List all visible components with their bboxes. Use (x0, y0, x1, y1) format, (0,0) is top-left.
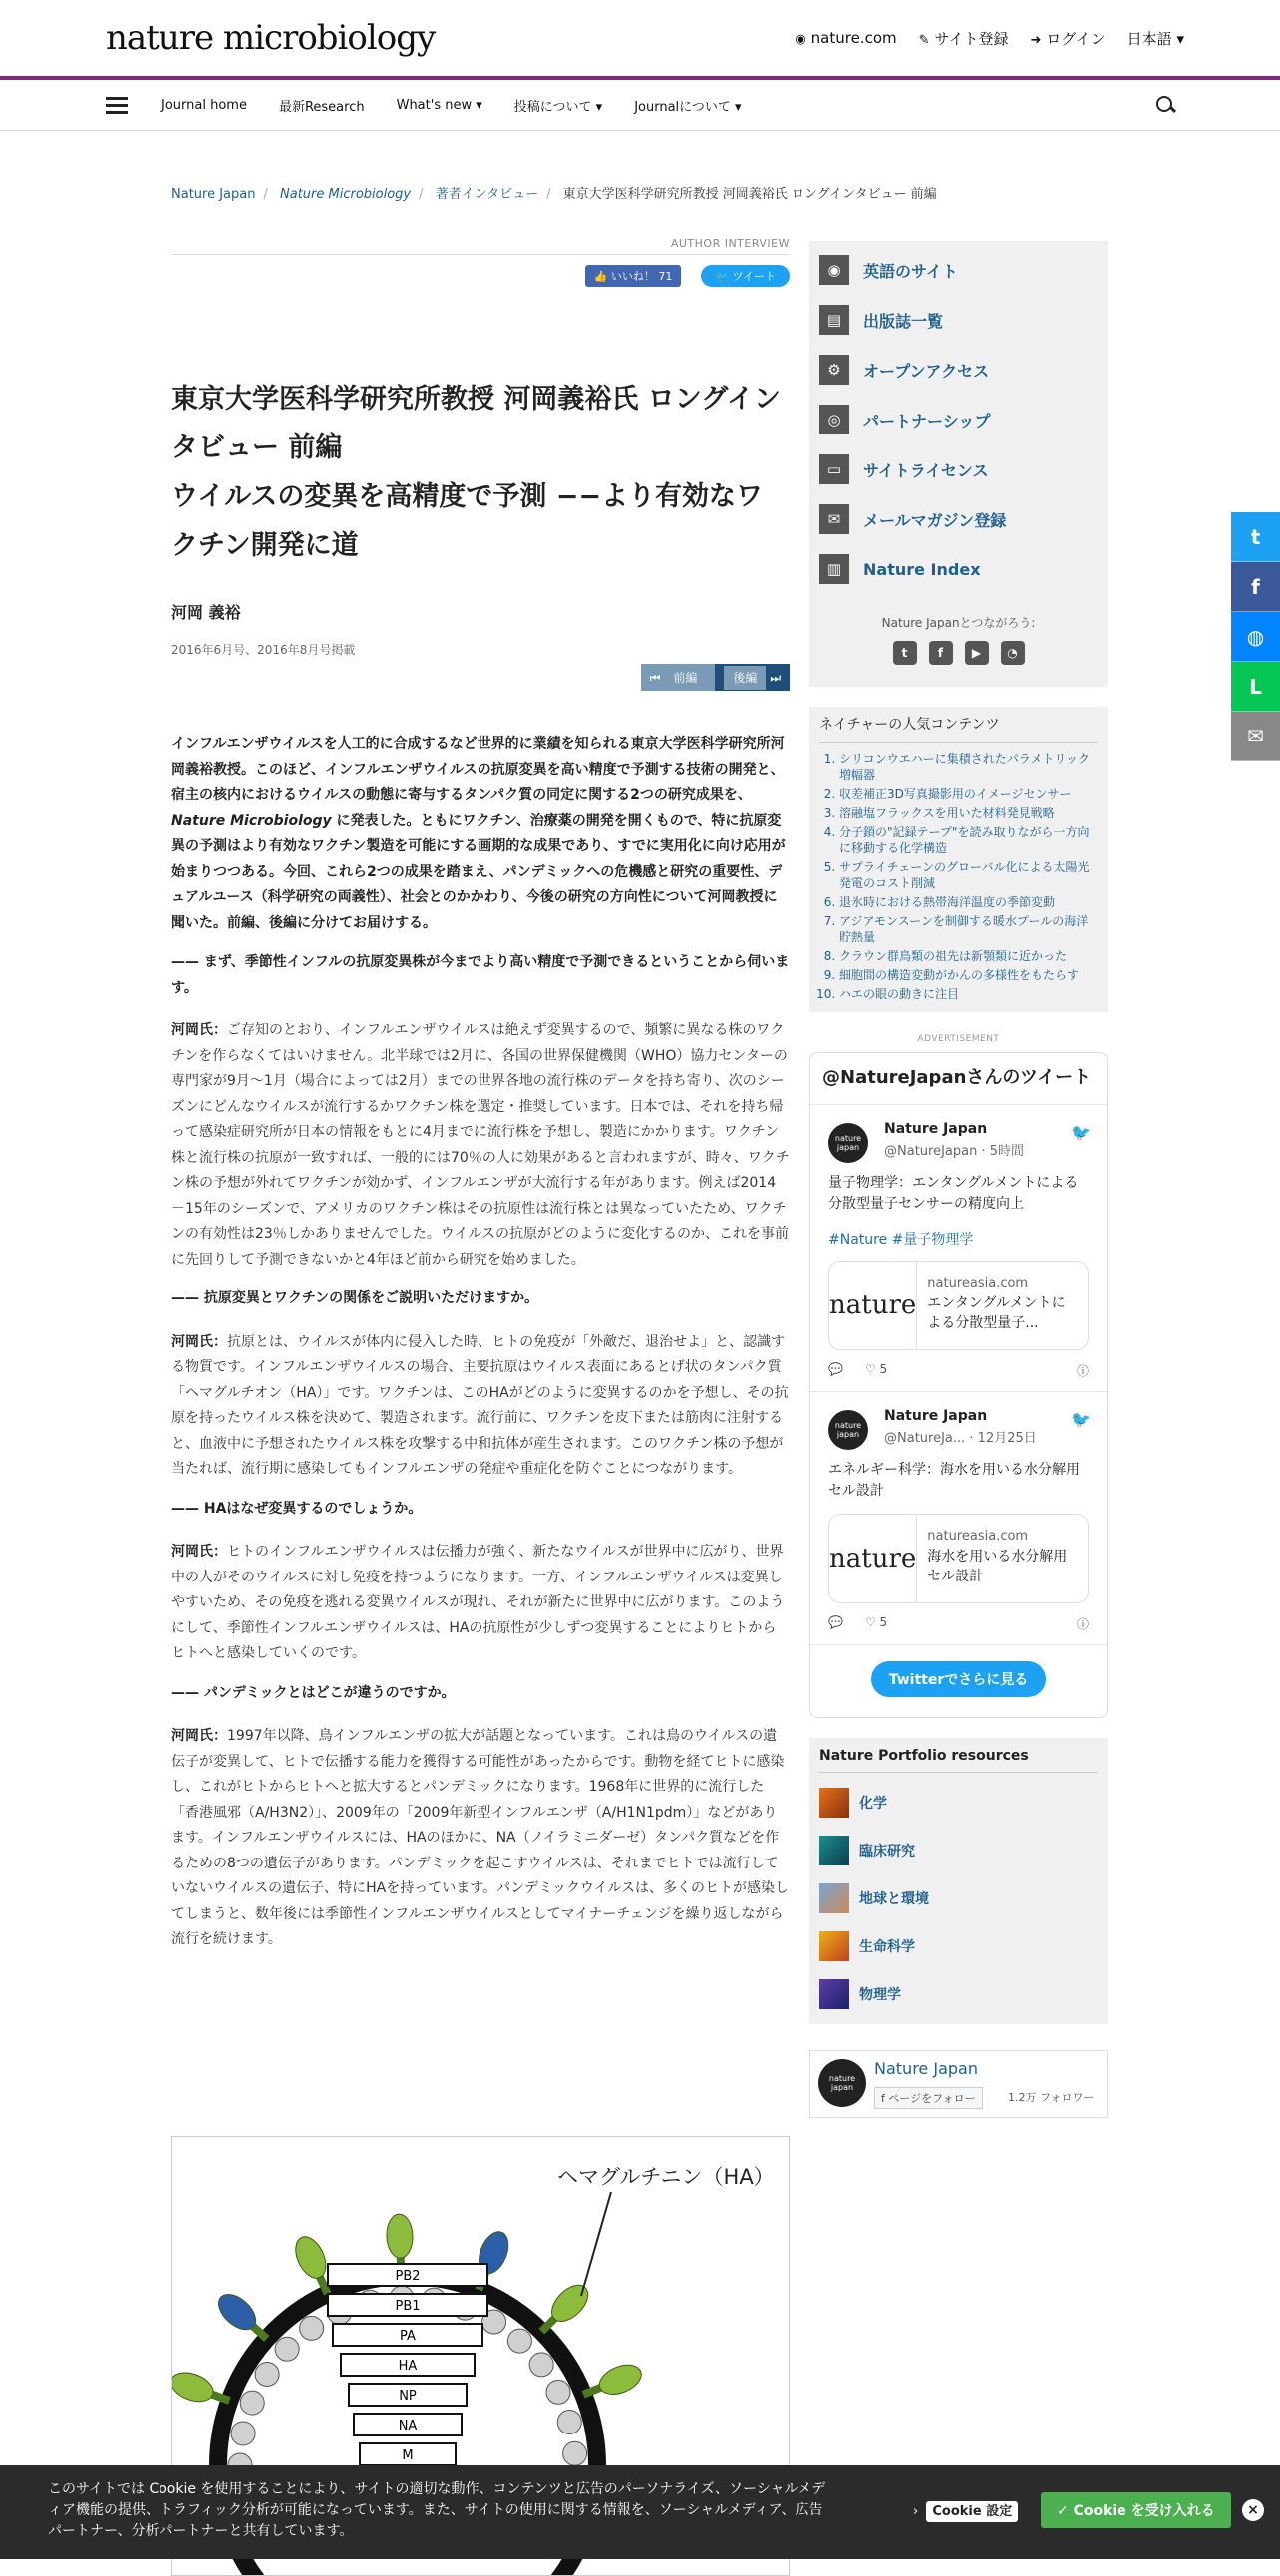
sidebar-link-newsletter[interactable]: ✉ メールマガジン登録 (809, 494, 1108, 544)
sidebar-link-open-access[interactable]: ⚙ オープンアクセス (809, 345, 1108, 395)
publication-date: 2016年6月号、2016年8月号掲載 (171, 643, 356, 657)
card-text: エンタングルメントによる分散型量子... (927, 1295, 1066, 1331)
membrane-bead (546, 2380, 570, 2404)
tweet-actions (828, 1362, 1089, 1379)
sidebar-link-nature-index[interactable]: ▥ Nature Index (809, 544, 1108, 594)
ha-spike-head (172, 2368, 217, 2407)
facebook-like-button[interactable]: 👍 いいね！ 71 (585, 265, 682, 287)
nature-portfolio-resources (809, 1738, 1108, 2024)
accept-cookies-button[interactable]: ✓ Cookie を受け入れる (1041, 2492, 1231, 2528)
edit-icon: ✎ (918, 32, 930, 48)
twitter-bird-icon: 🐦 (1071, 1123, 1091, 1142)
close-icon[interactable]: × (1242, 2499, 1264, 2521)
membrane-bead (240, 2391, 264, 2415)
ha-spike-head (290, 2232, 332, 2283)
share-facebook-icon[interactable]: f (1231, 562, 1280, 612)
genome-segment-label: M (402, 2448, 414, 2463)
article-title: 東京大学医科学研究所教授 河岡義裕氏 ロングインタビュー 前編 ウイルスの変異を高精度で予測 −−より有効なワクチン開発に道 (171, 384, 781, 561)
share-twitter-icon[interactable]: t (1231, 512, 1280, 562)
life-science-thumbnail (819, 1931, 849, 1961)
like-button[interactable]: ♡ 5 (864, 1362, 888, 1376)
nav-journal-home[interactable]: Journal home (161, 97, 247, 113)
facebook-page-name[interactable]: Nature Japan (874, 2059, 978, 2078)
mail-icon: ✉ (819, 504, 849, 534)
article (171, 237, 790, 1967)
nature-com-link[interactable]: ◉ nature.com (795, 29, 897, 47)
journal-logo[interactable]: nature microbiology (106, 18, 436, 58)
globe-icon: ◉ (819, 255, 849, 285)
follower-count: 1.2万 フォロワー (1008, 2091, 1095, 2104)
label-pointer-line (581, 2192, 611, 2296)
avatar: nature japan (818, 2059, 866, 2107)
journal-name: Nature Microbiology (171, 812, 332, 829)
membrane-bead (529, 2353, 553, 2377)
npr-earth[interactable]: 地球と環境 (819, 1874, 1098, 1922)
article-type-tag: AUTHOR INTERVIEW (171, 237, 790, 255)
tweet-author[interactable]: Nature Japan (884, 1121, 988, 1137)
follow-page-button[interactable]: f ページをフォロー (874, 2087, 983, 2109)
nature-logo: nature (829, 1515, 917, 1602)
twitter-bird-icon: 🐦 (1071, 1410, 1091, 1429)
earth-thumbnail (819, 1883, 849, 1913)
card-text: 海水を用いる水分解用セル設計 (927, 1549, 1068, 1584)
social-buttons (171, 265, 790, 287)
genome-segments (328, 2264, 487, 2465)
cookie-banner (0, 2465, 1280, 2559)
tweet-link-card[interactable] (828, 1261, 1089, 1350)
info-icon[interactable]: ⓘ (1076, 1617, 1089, 1631)
prev-part-button[interactable]: ⏮ 前編 (641, 664, 716, 691)
article-author: 河岡 義裕 (171, 603, 241, 622)
cookie-settings-button[interactable]: › Cookie 設定 (913, 2500, 1018, 2519)
share-line-icon[interactable]: L (1231, 662, 1280, 712)
answer-2: 河岡氏：抗原とは、ウイルスが体内に侵入した時、ヒトの免疫が「外敵だ、退治せよ」と、認識する物質です。インフルエンザウイルスの場合、主要抗原はウイルス表面にあるとげ状のタンパク質「ヘマグルチオン（HA）」です。ワクチンは、このHAがどのように変異するのかを予想し、その抗原を持ったウイルス株を決めて、製造されます。流行前に、ワクチンを皮下または筋肉に注射すると、血液中に予想されたウイルス株を攻撃する中和抗体が産生されます。このワクチン株の予想が当たれば、流行期に感染してもインフルエンザの発症や重症化を防ぐことにつながります。 (171, 1333, 789, 1477)
genome-segment-label: NA (398, 2419, 418, 2433)
breadcrumb-author-interview[interactable]: 著者インタビュー (435, 187, 539, 202)
login-link[interactable]: ➜ ログイン (1030, 29, 1106, 48)
answer-3: 河岡氏：ヒトのインフルエンザウイルスは伝播力が強く、新たなウイルスが世界中に広がり、世界中の人がそのウイルスに対し免疫を持つようになります。一方、インフルエンザウイルスは変異しやすいため、その免疫を逃れる変異ウイルスが現れ、それが新たに世界中に広がります。このようにして、季節性インフルエンザウイルスは、HAの抗原性が少しずつ変異することによりヒトからヒトへと感染していくのです。 (171, 1544, 785, 1661)
popular-item[interactable]: 2. 収差補正3D写真撮影用のイメージセンサー (839, 786, 1098, 802)
sidebar-links-box (809, 241, 1108, 687)
menu-icon[interactable] (106, 93, 128, 118)
physics-thumbnail (819, 1979, 849, 2009)
view-more-on-twitter-button[interactable]: Twitterでさらに見る (871, 1661, 1047, 1697)
sidebar-link-site-license[interactable]: ▭ サイトライセンス (809, 444, 1108, 494)
youtube-icon[interactable]: ▶ (965, 641, 989, 665)
connect-label: Nature Japanとつながろう: (881, 616, 1036, 630)
tweet-author[interactable]: Nature Japan (884, 1408, 988, 1424)
npr-clinical[interactable]: 臨床研究 (819, 1827, 1098, 1874)
share-email-icon[interactable]: ✉ (1231, 712, 1280, 761)
sidebar (809, 241, 1108, 2118)
share-rail (1231, 512, 1280, 761)
cookie-text: このサイトでは Cookie を使用することにより、サイトの適切な動作、コンテンツと広告のパーソナライズ、ソーシャルメディア機能の提供、トラフィック分析が可能になっています。また、サイトの使用に関する情報を、ソーシャルメディア、広告パートナー、分析パートナーと共有しています。 (48, 2481, 826, 2539)
popular-title: ネイチャーの人気コンテンツ (819, 717, 1000, 733)
chemistry-thumbnail (819, 1788, 849, 1818)
share-messenger-icon[interactable]: ◍ (1231, 612, 1280, 662)
popular-item[interactable]: 6. 退氷時における熱帯海洋温度の季節変動 (839, 894, 1098, 910)
npr-life-science[interactable]: 生命科学 (819, 1922, 1098, 1970)
header-links (795, 28, 1184, 49)
question-4: —— パンデミックとはどこが違うのですか。 (171, 1684, 456, 1701)
search-icon[interactable] (1156, 96, 1174, 114)
popular-item[interactable]: 1. シリコンウエハーに集積されたパラメトリック増幅器 (839, 751, 1098, 783)
popular-item[interactable]: 4. 分子鎖の"記録テープ"を読み取りながら一方向に移動する化学構造 (839, 824, 1098, 856)
ha-label: ヘマグルチニン（HA） (557, 2165, 775, 2189)
rss-icon[interactable]: ◔ (1001, 641, 1025, 665)
sidebar-link-publications[interactable]: ▤ 出版誌一覧 (809, 295, 1108, 345)
breadcrumb-current: 東京大学医科学研究所教授 河岡義裕氏 ロングインタビュー 前編 (562, 187, 937, 202)
genome-segment-label: NP (399, 2389, 417, 2404)
membrane-bead (275, 2337, 299, 2361)
avatar: nature japan (828, 1123, 868, 1163)
globe-icon: ◉ (795, 32, 806, 47)
npr-chemistry[interactable]: 化学 (819, 1779, 1098, 1827)
popular-item[interactable]: 7. アジアモンスーンを制御する暖水プールの海洋貯熱量 (839, 913, 1098, 945)
tweet-hashtags[interactable]: #Nature #量子物理学 (828, 1232, 974, 1248)
avatar: nature japan (828, 1410, 868, 1450)
membrane-bead (507, 2329, 531, 2353)
book-icon: ▤ (819, 305, 849, 335)
main-nav (0, 80, 1280, 131)
breadcrumb: Nature Japan / Nature Microbiology / 著者インタビュー / 東京大学医科学研究所教授 河岡義裕氏 ロングインタビュー 前編 (171, 187, 937, 202)
language-dropdown[interactable]: 日本語 ▾ (1126, 29, 1184, 48)
sidebar-link-partnership[interactable]: ◎ パートナーシップ (809, 395, 1108, 444)
membrane-bead (255, 2363, 279, 2387)
like-button[interactable]: ♡ 5 (864, 1615, 888, 1629)
tweet-link-card[interactable] (828, 1514, 1089, 1603)
popular-item[interactable]: 8. クラウン群鳥類の祖先は新顎類に近かった (839, 948, 1098, 964)
tweet[interactable] (810, 1392, 1107, 1645)
reply-icon[interactable]: 💬 (828, 1615, 843, 1629)
twitter-timeline (809, 1052, 1108, 1718)
nav-about-journal[interactable]: Journalについて ▾ (634, 99, 742, 115)
npr-title: Nature Portfolio resources (819, 1748, 1098, 1773)
membrane-bead (563, 2441, 587, 2465)
membrane-bead (231, 2422, 255, 2445)
nav-latest-research[interactable]: 最新Research (278, 99, 365, 115)
site-header (0, 0, 1280, 80)
popular-list (819, 742, 1098, 1002)
tweet-handle: @NatureJapan · 5時間 (884, 1144, 1025, 1159)
gears-icon: ⚙ (819, 355, 849, 385)
facebook-page-widget (809, 2050, 1108, 2118)
breadcrumb-journal[interactable]: Nature Microbiology (280, 187, 412, 202)
ha-spike-head (386, 2214, 414, 2259)
info-icon[interactable]: ⓘ (1076, 1364, 1089, 1378)
target-icon: ◎ (819, 405, 849, 434)
chart-icon: ▥ (819, 554, 849, 584)
register-link[interactable]: ✎ サイト登録 (918, 29, 1009, 48)
tweet[interactable] (810, 1105, 1107, 1392)
laptop-icon: ▭ (819, 454, 849, 484)
popular-item[interactable]: 3. 溶融塩フラックスを用いた材料発見戦略 (839, 805, 1098, 821)
twitter-header: @NatureJapanさんのツイート (810, 1053, 1107, 1105)
card-domain: natureasia.com (927, 1529, 1029, 1544)
genome-segment-label: HA (398, 2359, 418, 2374)
genome-segment-label: PB1 (395, 2299, 421, 2314)
tweet-text: 量子物理学：エンタングルメントによる分散型量子センサーの精度向上 (828, 1175, 1079, 1212)
popular-content (809, 707, 1108, 1012)
genome-segment-label: PA (400, 2329, 416, 2344)
membrane-bead (557, 2411, 581, 2434)
popular-item[interactable]: 9. 細胞間の構造変動がかんの多様性をもたらす (839, 967, 1098, 983)
next-part-button[interactable]: 後編 ⏭ (715, 664, 790, 691)
card-domain: natureasia.com (927, 1276, 1029, 1290)
tweet-button[interactable]: 🐦 ツイート (701, 265, 790, 287)
genome-segment-label: PB2 (395, 2269, 421, 2284)
twitter-icon[interactable]: t (893, 641, 917, 665)
question-1: —— まず、季節性インフルの抗原変異株が今までより高い精度で予測できるということから伺います。 (171, 954, 790, 996)
ha-spike-head (595, 2360, 646, 2401)
popular-item[interactable]: 5. サプライチェーンのグローバル化による太陽光発電のコスト削減 (839, 859, 1098, 891)
answer-4: 河岡氏：1997年以降、鳥インフルエンザの拡大が話題となっています。これは鳥のウイルスの遺伝子が変異して、ヒトで伝播する能力を獲得する可能性があったからです。動物を経てヒトに感染し、これがヒトからヒトへと拡大するとパンデミックになります。1968年に世界的に流行した「香港風邪（A/H3N2）」、2009年の「2009年新型インフルエンザ（A/H1N1pdm）」などがあります。インフルエンザウイルスには、HAのほかに、NA（ノイラミニダーゼ）タンパク質などを作るための8つの遺伝子があります。パンデミックを起こすウイルスは、それまでヒトでは流行していないウイルスの遺伝子、特にHAを持っています。パンデミックウイルスは、多くのヒトが感染してしまうと、数年後には季節性インフルエンザウイルスとしてマイナーチェンジを繰り返しながら流行を続けます。 (171, 1728, 790, 1947)
advertisement-label: ADVERTISEMENT (917, 1034, 1000, 1044)
reply-icon[interactable]: 💬 (828, 1362, 843, 1376)
breadcrumb-nature-japan[interactable]: Nature Japan (171, 187, 256, 202)
tweet-text: エネルギー科学：海水を用いる水分解用セル設計 (828, 1462, 1080, 1499)
clinical-thumbnail (819, 1836, 849, 1865)
membrane-bead (300, 2316, 324, 2340)
sidebar-link-english[interactable]: ◉ 英語のサイト (809, 245, 1108, 295)
facebook-icon[interactable]: f (929, 641, 953, 665)
nav-submission[interactable]: 投稿について ▾ (513, 99, 603, 115)
facebook-icon: f (881, 2092, 885, 2105)
nav-whats-new[interactable]: What's new ▾ (396, 97, 482, 113)
tweet-actions (828, 1615, 1089, 1632)
article-lead: インフルエンザウイルスを人工的に合成するなど世界的に業績を知られる東京大学医科学研究所河岡義裕教授。このほど、インフルエンザウイルスの抗原変異を高い精度で予測する技術の開発と、宿主の核内におけるウイルスの動態に寄与するタンパク質の同定に関する2つの研究成果を、Nature Microbiology に発表した。ともにワクチン、治療薬の開発を開くもので、特に抗原変異の予測はより有効なワクチン製造を可能にする画期的な成果であり、すでに実用化に向け応用が始まりつつある。今回、これら2つの成果を踏まえ、パンデミックへの危機感と研究の重要性、デュアルユース（科学研究の両義性）、社会とのかかわり、今後の研究の方向性について河岡教授に聞いた。前編、後編に分けてお届けする。 (171, 736, 786, 931)
tweet-handle: @NatureJa... · 12月25日 (884, 1431, 1037, 1446)
npr-physics[interactable]: 物理学 (819, 1970, 1098, 2018)
popular-item[interactable]: 10. ハエの眼の動きに注目 (839, 986, 1098, 1002)
question-3: —— HAはなぜ変異するのでしょうか。 (171, 1500, 423, 1517)
article-pager (171, 664, 790, 691)
nature-logo: nature (829, 1262, 917, 1349)
answer-1: 河岡氏：ご存知のとおり、インフルエンザウイルスは絶えず変異するので、頻繁に異なる株のワクチンを作らなくてはいけません。北半球では2月に、各国の世界保健機関（WHO）協力センターの専門家が9月〜1月（場合によっては2月）までの世界各地の流行株のデータを持ち寄り、次のシーズンにどんなウイルスが流行するかワクチン株を選定・推奨しています。日本では、それを持ち帰って感染症研究所が日本の情報をもとに4月までに流行株を予想し、製造にかかります。ワクチン株と流行株の抗原が一致すれば、一般的には70％の人に効果があると言われますが、時々、ワクチン株の予想が外れてワクチンが効かず、インフルエンザが大流行する年があります。例えば2014－15年のシーズンで、アメリカのワクチン株はその抗原性は流行株とは異なっていたため、ワクチンの有効性は23％しかありませんでした。ウイルスの抗原がどのように変化するのか、これを事前に先回りして予測できないかと4年ほど前から研究を始めました。 (171, 1022, 790, 1268)
login-icon: ➜ (1030, 32, 1042, 48)
social-icons (809, 635, 1108, 687)
question-2: —— 抗原変異とワクチンの関係をご説明いただけますか。 (171, 1290, 539, 1306)
